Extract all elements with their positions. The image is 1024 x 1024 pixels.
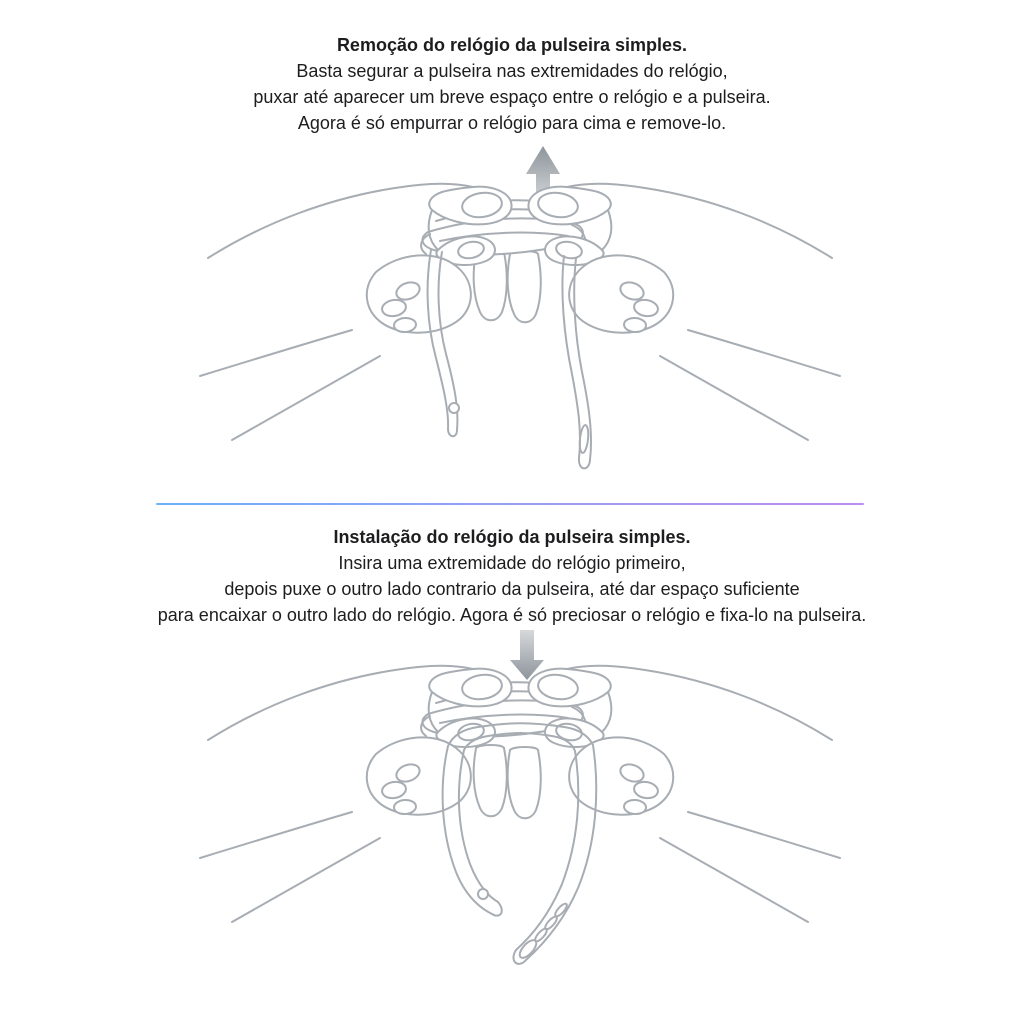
installation-line-2: depois puxe o outro lado contrario da pulseira, até dar espaço suficiente (224, 579, 800, 599)
removal-line-1: Basta segurar a pulseira nas extremidades do relógio, (296, 61, 728, 81)
left-hand-drawing (200, 184, 512, 440)
installation-line-3: para encaixar o outro lado do relógio. Agora é só preciosar o relógio e fixa-lo na pulseira. (157, 605, 867, 625)
section-divider (156, 503, 864, 505)
removal-illustration (180, 140, 860, 490)
left-hand-drawing (200, 666, 512, 922)
removal-line-3: Agora é só empurrar o relógio para cima e remove-lo. (297, 113, 727, 133)
fingertips-inside-band (474, 745, 541, 818)
removal-line-2: puxar até aparecer um breve espaço entre o relógio e a pulseira. (253, 87, 771, 107)
installation-text-block (0, 524, 1024, 628)
removal-text-block (0, 32, 1024, 136)
removal-title: Remoção do relógio da pulseira simples. (336, 35, 688, 55)
right-hand-drawing (528, 666, 840, 922)
installation-title: Instalação do relógio da pulseira simples. (333, 527, 691, 547)
installation-line-1: Insira uma extremidade do relógio primeiro, (338, 553, 686, 573)
installation-illustration (180, 622, 860, 1022)
